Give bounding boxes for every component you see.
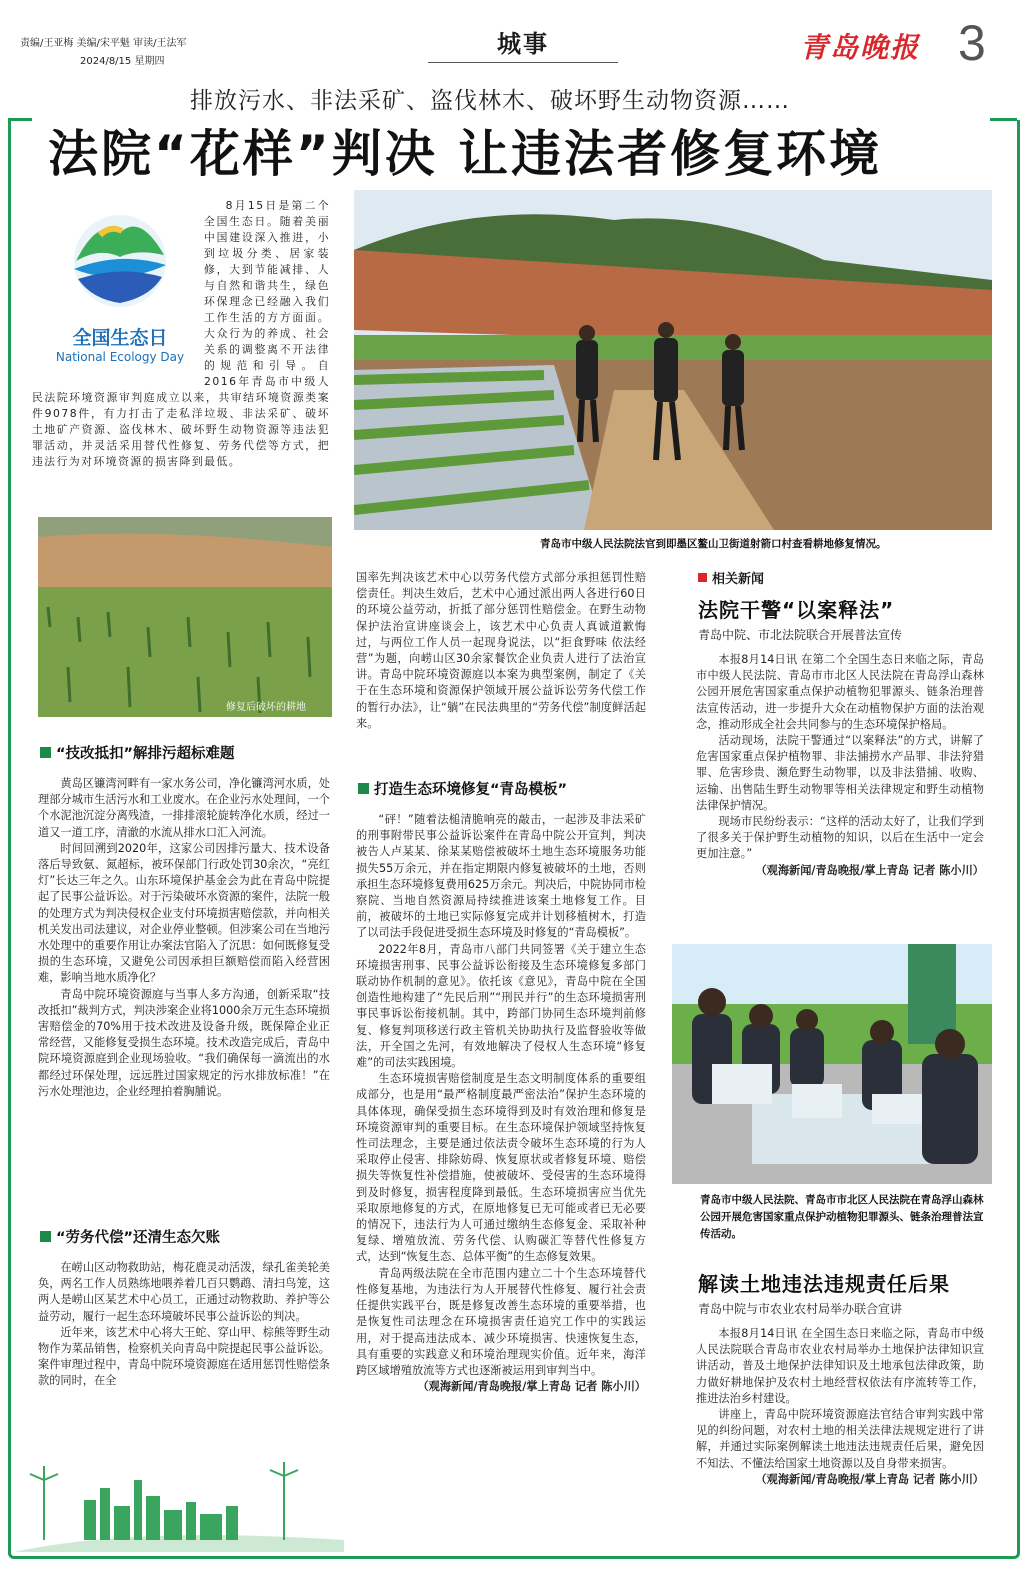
paragraph: “砰！”随着法槌清脆响亮的敲击，一起涉及非法采矿的刑事附带民事公益诉讼案件在青岛中院公开宣判，判决被告人卢某某、徐某某赔偿被破坏土地生态环境服务功能损失55万余元，并在指定期限内修复被破坏的土地，否则承担生态环境修复费用625万余元。判决后，中院协同市检察院、当地自然资源局持续推进该案土地修复工作。目前，被破坏的土地已实际修复完成并计划移植树木，打造了以司法手段促进受损生态环境及时修复的“青岛模板”。	[356, 813, 646, 940]
red-marker-icon	[698, 573, 707, 582]
col2-section3-text	[356, 812, 646, 1395]
paragraph: 青岛两级法院在全市范围内建立二十个生态环境替代性修复基地，为违法行为人开展替代性修复、履行社会责任提供实践平台，既是修复改善生态环境的重要举措，也是恢复性司法理念在环境损害责任追究工作中的实践运用，对于提高违法成本、减少环境损害、快速恢复生态，具有重要的实践意义和环境治理现实价值。近年来，海洋跨区域增殖放流等方式也逐渐被运用到审判当中。	[356, 1266, 646, 1377]
lead-float-spacer	[32, 198, 200, 376]
section-heading-2	[40, 1226, 220, 1247]
city-skyline-decoration	[14, 1440, 344, 1552]
section-heading-2-text: “劳务代偿”还清生态欠账	[56, 1230, 221, 1246]
paragraph: 本报8月14日讯 在全国生态日来临之际，青岛市中级人民法院联合青岛市农业农村局举办土地保护法律知识宣讲活动，普及土地保护法律知识及土地承包法律政策，助力做好耕地保护及农村土地经营权依法有序流转等工作，推进法治乡村建设。	[696, 1327, 984, 1405]
page-number: 3	[958, 15, 986, 71]
lead-paragraph: 8月15日是第二个全国生态日。随着美丽中国建设深入推进，小到垃圾分类、居家装修，大到节能减排、人与自然和谐共生，绿色环保理念已经融入我们工作生活的方方面面。大众行为的养成、社会关系的调整离不开法律的规范和引导。自2016年青岛市中级人民法院环境资源审判庭成立以来，共审结环境资源类案件9078件，有力打击了走私洋垃圾、非法采矿、破坏土地矿产资源、盗伐林木、破坏野生动物资源等违法犯罪活动，并灵活采用替代性修复、劳务代偿等方式，把违法行为对环境资源的损害降到最低。	[32, 199, 330, 468]
top-photo-caption: 青岛市中级人民法院法官到即墨区鳌山卫街道射箭口村查看耕地修复情况。	[540, 538, 887, 550]
paragraph: 国率先判决该艺术中心以劳务代偿方式部分承担惩罚性赔偿责任。判决生效后，艺术中心通过派出两人各进行60日的环境公益劳动，折抵了部分惩罚性赔偿金。在野生动物保护法治宣讲座谈会上，该艺术中心负责人真诚道歉悔过，与两位工作人员一起现身说法，以“拒食野味 依法经营”为题，向崂山区30余家餐饮企业负责人进行了法治宣讲。青岛中院环境资源庭以本案为典型案例，制定了《关于在生态环境和资源保护领域开展公益诉讼劳务代偿工作的暂行办法》，让“躺”在民法典里的“劳务代偿”制度鲜活起来。	[356, 571, 646, 730]
paragraph: 讲座上，青岛中院环境资源庭法官结合审判实践中常见的纠纷问题，对农村土地的相关法律法规规定进行了讲解，并通过实际案例解读土地违法违规责任后果，避免因不知法、不懂法给国家土地资源以及自身带来损害。	[696, 1408, 984, 1470]
photo-park-outreach	[672, 944, 992, 1184]
story2-title: 解读土地违法违规责任后果	[698, 1272, 950, 1296]
headline-title: 法院“花样”判决 让违法者修复环境	[48, 125, 883, 183]
section-box	[428, 22, 618, 63]
frame-top-left	[8, 118, 32, 121]
paragraph: 时间回溯到2020年，这家公司因排污量大、技术设备落后导致氨、氮超标，被环保部门行政处罚30余次，“亮红灯”长达三年之久。山东环境保护基金会为此在青岛中院提起了民事公益诉讼。对于污染破坏水资源的案件，法院一般的处理方式为判决侵权企业支付环境损害赔偿款，并向相关机关发出司法建议，对企业停业整顿。但涉案公司在当地污水处理中的重要作用让办案法官陷入了沉思：如何既修复受损的生态环境，又避免公司因承担巨额赔偿而陷入经营困难，影响当地水质净化？	[38, 841, 330, 985]
story1-title: 法院干警“以案释法”	[698, 598, 895, 622]
story2-subtitle: 青岛中院与市农业农村局举办联合宣讲	[698, 1302, 903, 1316]
section-heading-1-text: “技改抵扣”解排污超标难题	[56, 746, 235, 762]
section-heading-3-text: 打造生态环境修复“青岛模板”	[374, 782, 568, 798]
byline: （观海新闻/青岛晚报/掌上青岛 记者 陈小川）	[417, 1380, 646, 1394]
lead-text	[32, 198, 330, 488]
story2-text	[696, 1326, 984, 1488]
section-heading-1	[40, 742, 235, 763]
paragraph: 在崂山区动物救助站，梅花鹿灵动活泼，绿孔雀美轮美奂，两名工作人员熟练地喂养着几百只鹦鹉、清扫鸟笼，这两人是崂山区某艺术中心员工，正通过动物救助、养护等公益劳动，履行一起生态环境破坏民事公益诉讼的判决。	[38, 1261, 330, 1323]
paragraph: 现场市民纷纷表示：“这样的活动太好了，让我们学到了很多关于保护野生动植物的知识，以后在生活中一定会更加注意。”	[696, 815, 984, 861]
paragraph: 黄岛区镰湾河畔有一家水务公司，净化镰湾河水质，处理部分城市生活污水和工业废水。在企业污水处理间，一个个水泥池沉淀分离残渣，一排排滚轮旋转净化水质，经过一道又一道工序，清澈的水流从排水口汇入河流。	[38, 777, 330, 839]
paragraph: 近年来，该艺术中心将大王蛇、穿山甲、棕熊等野生动物作为菜品销售，检察机关向青岛中院提起民事公益诉讼。案件审理过程中，青岛中院环境资源庭在适用惩罚性赔偿条款的同时，在全	[38, 1325, 330, 1388]
paragraph: 活动现场，法院干警通过“以案释法”的方式，讲解了危害国家重点保护植物罪、非法捕捞水产品罪、非法狩猎罪、危害珍贵、濒危野生动物罪，以及非法猎捕、收购、运输、出售陆生野生动物罪等相关法律规定和野生动植物法律保护情况。	[696, 734, 984, 812]
photo-farmland-inspection	[354, 190, 992, 530]
section-heading-3	[358, 778, 567, 799]
byline: （观海新闻/青岛晚报/掌上青岛 记者 陈小川）	[755, 1472, 984, 1486]
section-marker-icon	[40, 1231, 51, 1242]
frame-top-right	[990, 118, 1017, 121]
col1-section2-text	[38, 1260, 330, 1390]
logo-cn: 全国生态日	[72, 327, 168, 349]
editor-credits: 责编/王亚梅 美编/宋平魁 审读/王法军	[20, 38, 187, 49]
headline-kicker: 排放污水、非法采矿、盗伐林木、破坏野生动物资源……	[190, 88, 790, 114]
story1-text	[696, 652, 984, 879]
story1-subtitle: 青岛中院、市北法院联合开展普法宣传	[698, 628, 903, 642]
col2-continued-text	[356, 570, 646, 732]
section-name: 城事	[497, 30, 549, 58]
logo-en: National Ecology Day	[55, 350, 185, 364]
left-photo-caption: 修复后破坏的耕地	[226, 702, 306, 713]
right-photo-caption: 青岛市中级人民法院、青岛市市北区人民法院在青岛浮山森林公园开展危害国家重点保护动植物犯罪源头、链条治理普法宣传活动。	[700, 1194, 984, 1240]
paragraph: 青岛中院环境资源庭与当事人多方沟通，创新采取“技改抵扣”裁判方式，判决涉案企业将1000余万元生态环境损害赔偿金的70%用于技术改进及设备升级，既保障企业正常经营，又能修复受损生态环境。技术改造完成后，青岛中院环境资源庭到企业现场验收。“我们确保每一滴流出的水都经过环保处理，远远胜过国家规定的污水排放标准！”在污水处理池边，企业经理拍着胸脯说。	[38, 987, 330, 1098]
paper-logo: 青岛晚报	[800, 31, 921, 64]
paragraph: 2022年8月，青岛市八部门共同签署《关于建立生态环境损害刑事、民事公益诉讼衔接及生态环境修复多部门联动协作机制的意见》。依托该《意见》，青岛中院在全国创造性地构建了“先民后刑”“刑民并行”的生态环境损害刑事民事诉讼衔接机制。其中，跨部门协同生态环境判前修复、修复判项移送行政主管机关协助执行及监督验收等做法，开全国之先河，有效地解决了侵权人生态环境“修复难”的司法实践困境。	[356, 942, 646, 1070]
issue-date: 2024/8/15 星期四	[80, 56, 165, 67]
related-news-tag	[698, 568, 764, 587]
col1-section1-text	[38, 776, 330, 1100]
paragraph: 生态环境损害赔偿制度是生态文明制度体系的重要组成部分，也是用“最严格制度最严密法治”保护生态环境的具体体现，确保受损生态环境得到及时有效治理和修复是环境资源审判的重要目标。在生态环境保护领域坚持恢复性司法理念，主要是通过依法责令破坏生态环境的行为人采取停止侵害、排除妨碍、恢复原状或者修复环境、赔偿损失等恢复性补偿措施，使被破坏、受侵害的生态环境得到及时修复，损害程度降到最低。生态环境损害应当优先采取原地修复的方式，在原地修复已无可能或者已无必要的情况下，违法行为人可通过缴纳生态修复金、采取补种复绿、增殖放流、劳务代偿、认购碳汇等替代性修复方式，达到“恢复生态、总体平衡”的生态修复效果。	[356, 1072, 646, 1264]
photo-restored-farmland	[38, 517, 332, 717]
section-marker-icon	[358, 783, 369, 794]
section-marker-icon	[40, 747, 51, 758]
paragraph: 本报8月14日讯 在第二个全国生态日来临之际，青岛市中级人民法院、青岛市市北区人民法院在青岛浮山森林公园开展危害国家重点保护动植物犯罪源头、链条治理普法宣传活动，进一步提升大众在动植物保护方面的法治观念，推动形成全社会共同参与的生态环境保护格局。	[696, 653, 984, 731]
related-news-label: 相关新闻	[712, 572, 765, 587]
byline: （观海新闻/青岛晚报/掌上青岛 记者 陈小川）	[755, 863, 984, 877]
